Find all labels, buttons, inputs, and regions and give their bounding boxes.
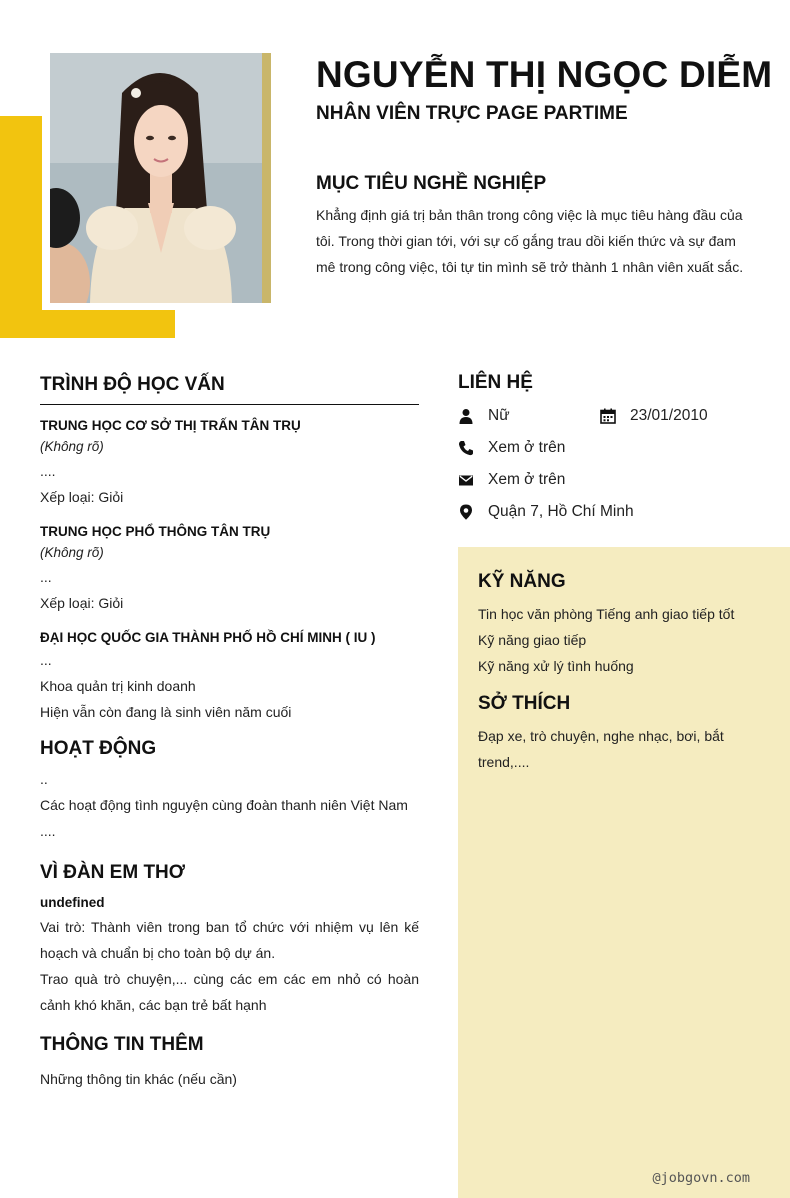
education-line: Xếp loại: Giỏi xyxy=(40,489,124,505)
school-name: ĐẠI HỌC QUỐC GIA THÀNH PHỐ HỒ CHÍ MINH ( IU ) xyxy=(40,630,376,645)
extra-info-title: THÔNG TIN THÊM xyxy=(40,1034,204,1055)
hobbies-title: SỞ THÍCH xyxy=(478,693,571,714)
address-value: Quận 7, Hồ Chí Minh xyxy=(488,503,634,520)
activities-title: HOẠT ĐỘNG xyxy=(40,738,157,759)
volunteer-title: VÌ ĐÀN EM THƠ xyxy=(40,862,185,883)
education-line: ... xyxy=(40,569,52,585)
education-item xyxy=(40,417,419,510)
location-pin-icon xyxy=(458,502,488,522)
contact-section xyxy=(458,372,758,528)
accent-bar-horizontal xyxy=(0,310,175,338)
education-line: Xếp loại: Giỏi xyxy=(40,595,124,611)
mail-icon xyxy=(458,470,488,490)
profile-photo xyxy=(50,53,271,303)
education-title: TRÌNH ĐỘ HỌC VẤN xyxy=(40,374,419,405)
education-line: Hiện vẫn còn đang là sinh viên năm cuối xyxy=(40,704,292,720)
education-item xyxy=(40,629,419,725)
person-icon xyxy=(458,406,488,426)
education-line: ... xyxy=(40,652,52,668)
candidate-name: NGUYỄN THỊ NGỌC DIỄM xyxy=(316,54,773,95)
skill-item: Tin học văn phòng Tiếng anh giao tiếp tốt xyxy=(478,606,735,622)
objective-title: MỤC TIÊU NGHỀ NGHIỆP xyxy=(316,173,547,194)
school-time: (Không rõ) xyxy=(40,439,104,454)
contact-row xyxy=(458,496,758,528)
skill-item: Kỹ năng xử lý tình huống xyxy=(478,658,634,674)
school-time: (Không rõ) xyxy=(40,545,104,560)
job-position: NHÂN VIÊN TRỰC PAGE PARTIME xyxy=(316,103,628,124)
hobbies-text: Đạp xe, trò chuyện, nghe nhạc, bơi, bắt trend,.... xyxy=(478,728,724,770)
education-line: .... xyxy=(40,463,56,479)
phone-icon xyxy=(458,438,488,458)
education-item xyxy=(40,523,419,616)
email-value: Xem ở trên xyxy=(488,471,566,488)
school-name: TRUNG HỌC CƠ SỞ THỊ TRẤN TÂN TRỤ xyxy=(40,418,301,433)
volunteer-line: Trao quà trò chuyện,... cùng các em các em nhỏ có hoàn cảnh khó khăn, các bạn trẻ bất hạnh xyxy=(40,971,419,1013)
calendar-icon xyxy=(600,406,630,426)
education-line: Khoa quản trị kinh doanh xyxy=(40,678,196,694)
skill-item: Kỹ năng giao tiếp xyxy=(478,632,587,648)
skills-panel xyxy=(458,547,790,1198)
activity-line: Các hoạt động tình nguyện cùng đoàn thanh niên Việt Nam xyxy=(40,797,408,813)
contact-row xyxy=(458,464,758,496)
accent-bar-vertical xyxy=(0,116,42,338)
school-name: TRUNG HỌC PHỔ THÔNG TÂN TRỤ xyxy=(40,524,271,539)
activity-line: .... xyxy=(40,823,56,839)
watermark: @jobgovn.com xyxy=(652,1170,750,1186)
volunteer-role: undefined xyxy=(40,895,105,910)
volunteer-line: Vai trò: Thành viên trong ban tổ chức với nhiệm vụ lên kế hoạch và chuẩn bị cho toàn bộ dự án. xyxy=(40,919,419,961)
activity-line: .. xyxy=(40,771,48,787)
birthday-value: 23/01/2010 xyxy=(630,407,708,424)
objective-text: Khẳng định giá trị bản thân trong công việc là mục tiêu hàng đầu của tôi. Trong thời gian tới, với sự cố gắng trau dồi kiến thức và sự đam mê trong công việc, tôi tự tin mình sẽ trở thành 1 nhân viên xuất sắc. xyxy=(316,207,744,275)
contact-row xyxy=(458,400,758,432)
skills-title: KỸ NĂNG xyxy=(478,571,566,592)
phone-value: Xem ở trên xyxy=(488,439,566,456)
contact-title: LIÊN HỆ xyxy=(458,372,533,393)
contact-row xyxy=(458,432,758,464)
left-column xyxy=(40,374,419,1092)
gender-value: Nữ xyxy=(488,407,510,424)
extra-info-text: Những thông tin khác (nếu cần) xyxy=(40,1071,237,1087)
